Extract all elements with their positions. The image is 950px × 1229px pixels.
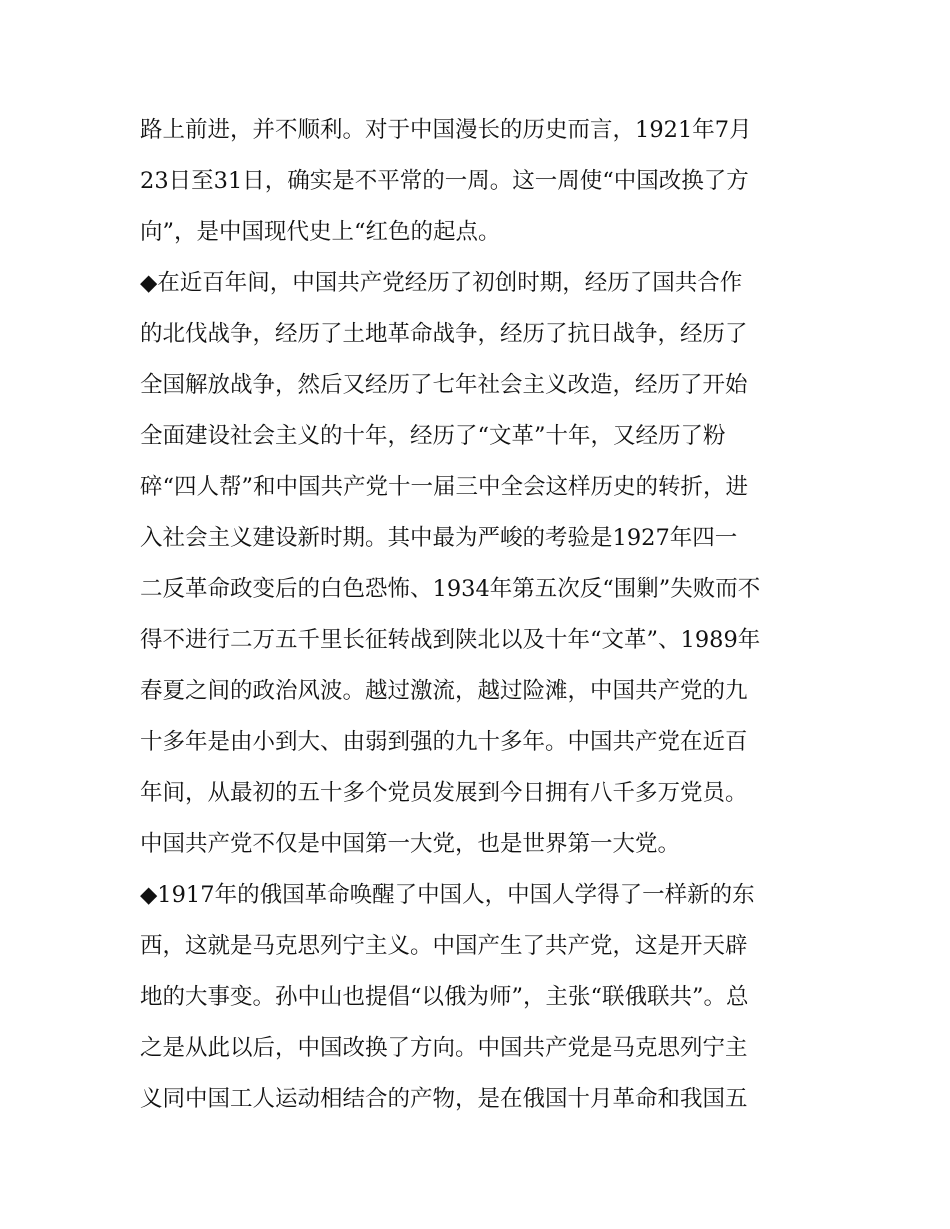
text-line: 二反革命政变后的白色恐怖、1934年第五次反“围剿”失败而不 [140, 576, 761, 602]
text-line: 年间，从最初的五十多个党员发展到今日拥有八千多万党员。 [140, 780, 748, 806]
text-line: 西，这就是马克思列宁主义。中国产生了共产党，这是开天辟 [140, 933, 748, 959]
text-line: 的北伐战争，经历了土地革命战争，经历了抗日战争，经历了 [140, 321, 748, 347]
text-line: 全国解放战争，然后又经历了七年社会主义改造，经历了开始 [140, 372, 748, 398]
text-line: ◆在近百年间，中国共产党经历了初创时期，经历了国共合作 [140, 270, 743, 296]
text-line: ◆1917年的俄国革命唤醒了中国人，中国人学得了一样新的东 [140, 882, 755, 908]
text-line: 23日至31日，确实是不平常的一周。这一周使“中国改换了方 [140, 168, 749, 194]
text-line: 路上前进，并不顺利。对于中国漫长的历史而言，1921年7月 [140, 117, 752, 143]
text-line: 十多年是由小到大、由弱到强的九十多年。中国共产党在近百 [140, 729, 748, 755]
text-line: 之是从此以后，中国改换了方向。中国共产党是马克思列宁主 [140, 1035, 748, 1061]
text-line: 向”，是中国现代史上“红色的起点。 [140, 219, 501, 245]
text-line: 春夏之间的政治风波。越过激流，越过险滩，中国共产党的九 [140, 678, 748, 704]
text-line: 全面建设社会主义的十年，经历了“文革”十年，又经历了粉 [140, 423, 726, 449]
text-line: 义同中国工人运动相结合的产物，是在俄国十月革命和我国五 [140, 1086, 748, 1112]
text-line: 中国共产党不仅是中国第一大党，也是世界第一大党。 [140, 831, 681, 857]
text-line: 碎“四人帮”和中国共产党十一届三中全会这样历史的转折，进 [140, 474, 749, 500]
text-line: 得不进行二万五千里长征转战到陕北以及十年“文革”、1989年 [140, 627, 761, 653]
text-line: 地的大事变。孙中山也提倡“以俄为师”，主张“联俄联共”。总 [140, 984, 749, 1010]
document-body [140, 105, 820, 1125]
text-line: 入社会主义建设新时期。其中最为严峻的考验是1927年四一 [140, 525, 738, 551]
